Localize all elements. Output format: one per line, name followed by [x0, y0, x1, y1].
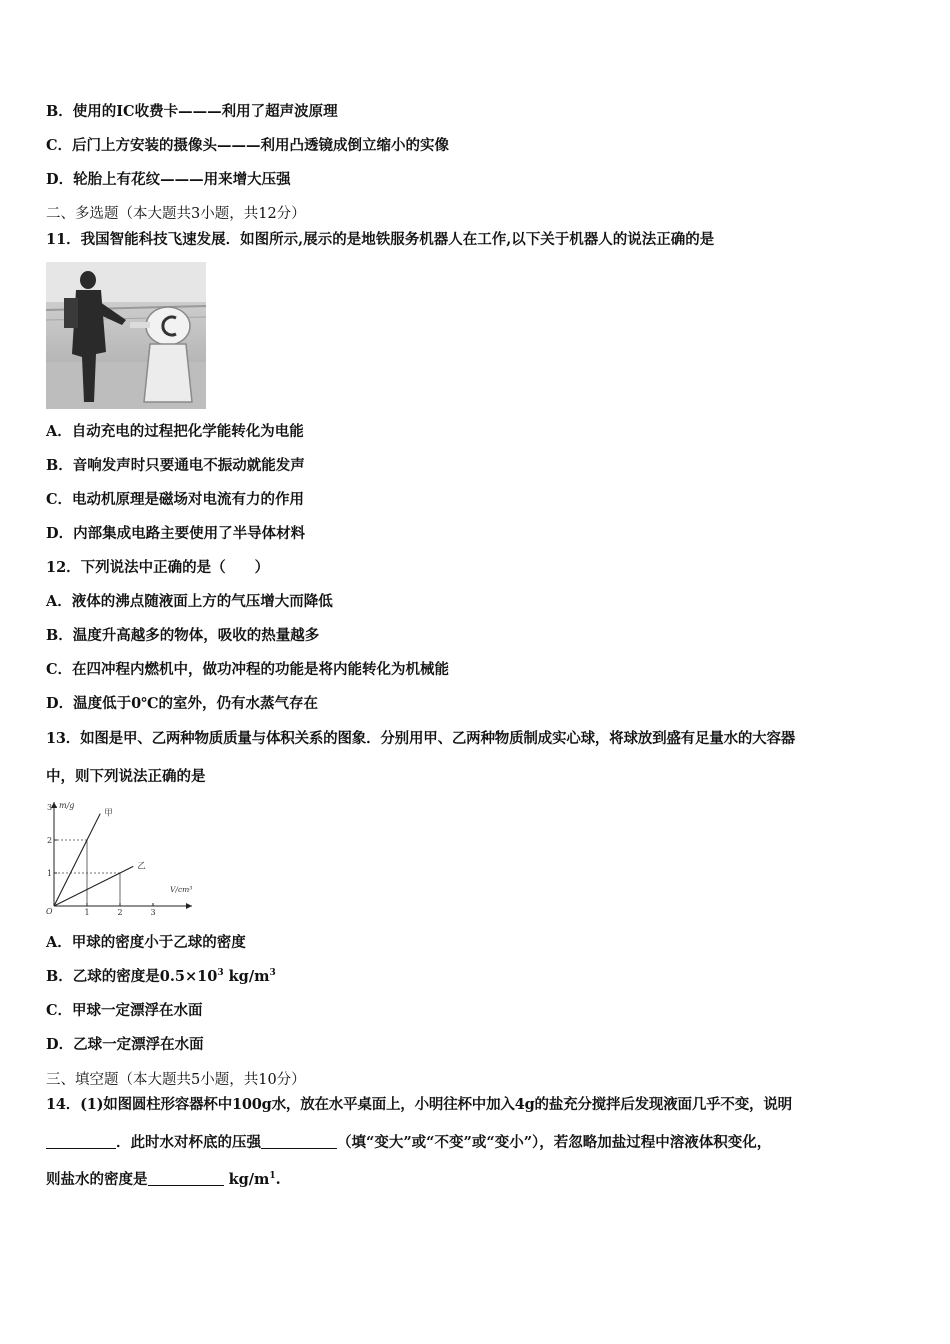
answer-blank-1[interactable]	[46, 1134, 116, 1149]
q14-line3-start: 则盐水的密度是	[46, 1171, 148, 1188]
q13-option-d: D．乙球一定漂浮在水面	[46, 1036, 204, 1053]
q12-option-d: D．温度低于0℃的室外，仍有水蒸气存在	[46, 695, 319, 712]
x-axis-label: V/cm³	[170, 885, 193, 894]
robot-photo	[46, 262, 206, 409]
y-axis-label: m/g	[59, 801, 75, 810]
origin-label: O	[46, 907, 53, 916]
x-tick-label: 2	[117, 908, 123, 916]
y-tick-label: 3	[47, 803, 53, 812]
q12-stem: 12．下列说法中正确的是（ ）	[46, 559, 270, 576]
q11-option-d: D．内部集成电路主要使用了半导体材料	[46, 525, 306, 542]
section3-title: 三、填空题（本大题共5小题，共10分）	[46, 1072, 306, 1088]
x-tick-label: 1	[84, 908, 90, 916]
y-tick-label: 2	[47, 836, 53, 845]
q13-stem-line1: 13．如图是甲、乙两种物质质量与体积关系的图象．分别用甲、乙两种物质制成实心球，将球放到盛有足量水的大容器	[46, 730, 796, 747]
q14-line3-end: .	[275, 1171, 281, 1188]
q14-line2-end: （填“变大”或“不变”或“变小”），若忽略加盐过程中溶液体积变化，	[337, 1134, 772, 1151]
series-label-1: 甲	[104, 808, 113, 819]
q14-line1: 14．(1)如图圆柱形容器杯中100g水，放在水平桌面上，小明往杯中加入4g的盐充分搅拌后发现液面几乎不变，说明	[46, 1096, 792, 1113]
q13-option-a: A．甲球的密度小于乙球的密度	[46, 934, 246, 951]
q14-line2	[46, 1134, 771, 1152]
q14-line3-unit-exp: 1	[269, 1171, 276, 1181]
q11-option-a: A．自动充电的过程把化学能转化为电能	[46, 423, 304, 440]
q13-option-b-exp: 3	[217, 968, 224, 978]
q13-option-c: C．甲球一定漂浮在水面	[46, 1002, 203, 1019]
q13-option-b-text: B．乙球的密度是0.5×10	[46, 968, 218, 985]
q13-stem-line2: 中，则下列说法正确的是	[46, 768, 206, 785]
series-label-2: 乙	[137, 861, 146, 872]
q12-option-a: A．液体的沸点随液面上方的气压增大而降低	[46, 593, 333, 610]
section2-title: 二、多选题（本大题共3小题，共12分）	[46, 206, 306, 222]
q13-option-b	[46, 968, 276, 986]
q14-line2-mid: ．此时水对杯底的压强	[116, 1134, 261, 1151]
q11-option-b: B．音响发声时只要通电不振动就能发声	[46, 457, 305, 474]
q14-line3-unit: kg/m	[228, 1171, 270, 1188]
q11-option-c: C．电动机原理是磁场对电流有力的作用	[46, 491, 305, 508]
q10-option-d: D．轮胎上有花纹———用来增大压强	[46, 171, 291, 188]
answer-blank-2[interactable]	[261, 1134, 337, 1149]
q12-option-c: C．在四冲程内燃机中，做功冲程的功能是将内能转化为机械能	[46, 661, 450, 678]
answer-blank-3[interactable]	[148, 1171, 224, 1186]
q13-option-b-unit: kg/m	[228, 968, 270, 985]
y-tick-label: 1	[47, 869, 53, 878]
mass-volume-graph	[46, 796, 198, 916]
series-line-1	[54, 814, 100, 906]
q10-option-b: B．使用的IC收费卡———利用了超声波原理	[46, 103, 338, 120]
x-axis-arrow	[186, 903, 192, 909]
q14-line3	[46, 1171, 281, 1189]
q10-option-c: C．后门上方安装的摄像头———利用凸透镜成倒立缩小的实像	[46, 137, 450, 154]
q12-option-b: B．温度升高越多的物体，吸收的热量越多	[46, 627, 320, 644]
q13-option-b-unit-exp: 3	[269, 968, 276, 978]
x-tick-label: 3	[150, 908, 156, 916]
q11-stem: 11．我国智能科技飞速发展．如图所示,展示的是地铁服务机器人在工作,以下关于机器人的说法正确的是	[46, 231, 715, 248]
series-line-2	[54, 866, 133, 906]
